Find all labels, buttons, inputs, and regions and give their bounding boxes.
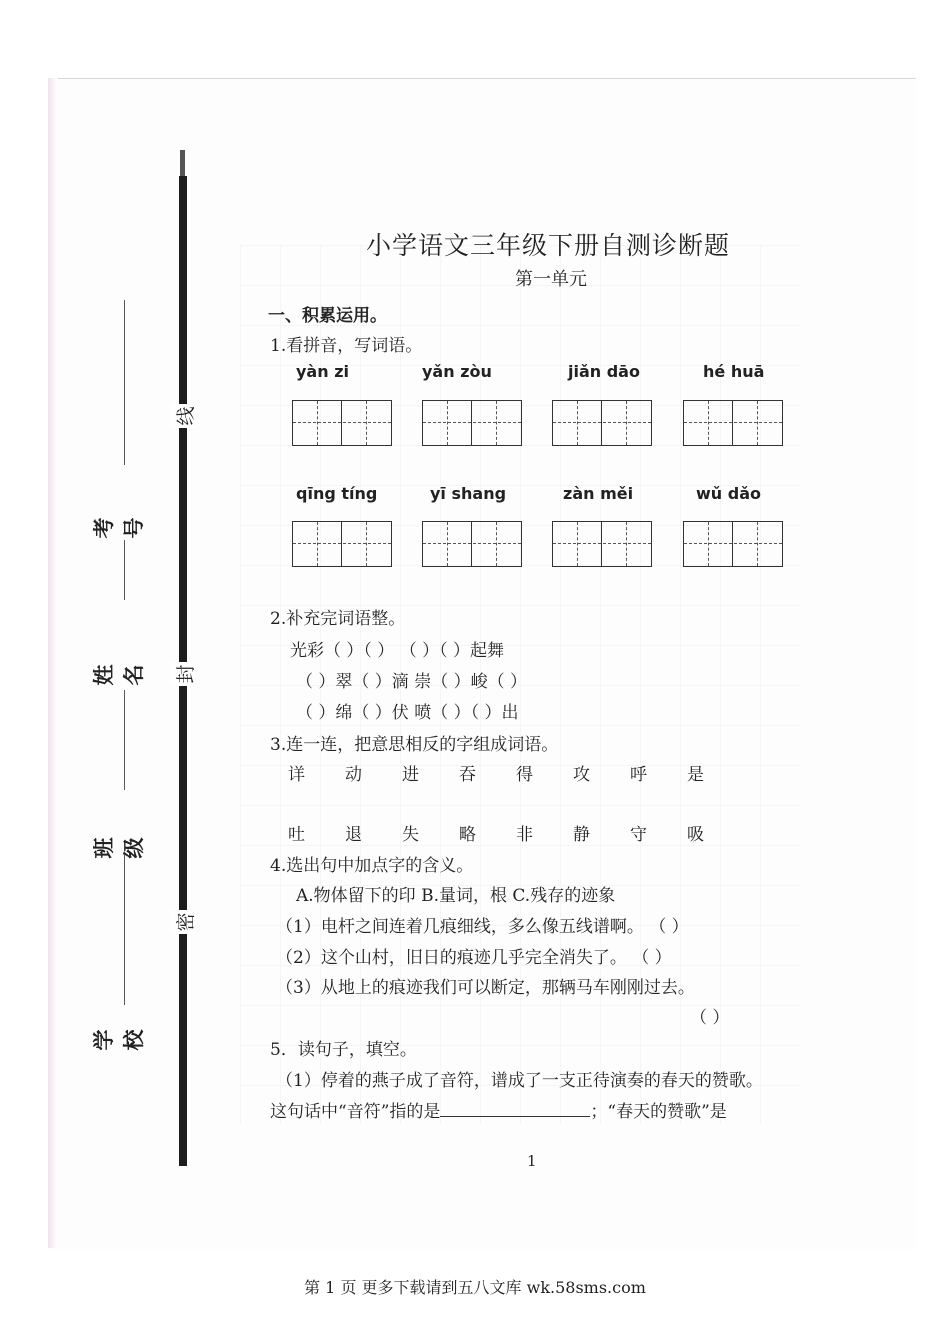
q1-label: 1.看拼音，写词语。	[270, 336, 423, 356]
q2-line: （ ）翠（ ）滴 崇（ ）峻（ ）	[296, 672, 528, 692]
answer-paren[interactable]: （ ）	[690, 1008, 730, 1028]
writing-box[interactable]	[292, 400, 392, 446]
page-number: 1	[527, 1152, 537, 1170]
q3-char[interactable]: 攻	[573, 765, 590, 785]
q4-item: （3）从地上的痕迹我们可以断定，那辆马车刚刚过去。	[276, 978, 695, 998]
q3-char[interactable]: 非	[516, 825, 533, 845]
writing-box[interactable]	[422, 400, 522, 446]
q3-char[interactable]: 吸	[687, 825, 704, 845]
pinyin: yǎn zòu	[422, 362, 492, 381]
q3-char[interactable]: 呼	[630, 765, 647, 785]
seal-mi: 密	[171, 910, 195, 934]
class-label: 班级	[92, 837, 146, 859]
q3-char[interactable]: 失	[402, 825, 419, 845]
pinyin: qīng tíng	[296, 484, 378, 503]
paper-edge	[48, 78, 58, 1248]
q4-options: A.物体留下的印 B.量词，根 C.残存的迹象	[296, 886, 616, 906]
q4-item: （2）这个山村，旧日的痕迹几乎完全消失了。 （ ）	[276, 948, 672, 968]
q3-char[interactable]: 守	[630, 825, 647, 845]
writing-box[interactable]	[552, 400, 652, 446]
q3-char[interactable]: 进	[402, 765, 419, 785]
q5-fill-suffix: ；“春天的赞歌”是	[590, 1102, 727, 1122]
exam-number-label: 考号	[92, 517, 146, 539]
pinyin: yàn zi	[296, 362, 349, 381]
pinyin: jiǎn dāo	[568, 362, 640, 381]
section-heading: 一、积累运用。	[268, 306, 387, 326]
q3-char[interactable]: 详	[288, 765, 305, 785]
pinyin: wǔ dǎo	[696, 484, 761, 503]
kaohao-line	[124, 300, 125, 465]
name-label: 姓名	[92, 664, 146, 686]
q2-label: 2.补充完词语整。	[270, 609, 406, 629]
writing-box[interactable]	[683, 400, 783, 446]
school-label: 学校	[92, 1029, 146, 1051]
writing-box[interactable]	[552, 521, 652, 567]
q3-char[interactable]: 吐	[288, 825, 305, 845]
q3-char[interactable]: 略	[459, 825, 476, 845]
writing-box[interactable]	[683, 521, 783, 567]
binding-bar-cap	[180, 150, 185, 176]
writing-box[interactable]	[422, 521, 522, 567]
q3-char[interactable]: 退	[345, 825, 362, 845]
q5-label: 5．读句子，填空。	[270, 1040, 417, 1060]
xingming-line	[124, 540, 125, 600]
q5-fill-prefix: 这句话中“音符”指的是	[270, 1102, 441, 1122]
q5-sentence: （1）停着的燕子成了音符，谱成了一支正待演奏的春天的赞歌。	[276, 1071, 763, 1091]
pinyin: yī shang	[430, 484, 507, 503]
q2-line: 光彩（ ）（ ） （ ）（ ）起舞	[290, 641, 505, 661]
pinyin: hé huā	[703, 362, 765, 381]
q3-char[interactable]: 得	[516, 765, 533, 785]
xuexiao-line	[124, 855, 125, 1005]
fill-blank[interactable]	[440, 1102, 590, 1117]
seal-feng: 封	[171, 662, 195, 686]
footer-text: 第 1 页 更多下载请到五八文库 wk.58sms.com	[304, 1278, 646, 1297]
seal-xian: 线	[171, 404, 195, 428]
q2-line: （ ）绵（ ）伏 喷（ ）（ ）出	[296, 703, 519, 723]
writing-box[interactable]	[292, 521, 392, 567]
q4-item: （1）电杆之间连着几痕细线，多么像五线谱啊。 （ ）	[276, 917, 689, 937]
pinyin: zàn měi	[563, 484, 634, 503]
q3-char[interactable]: 动	[345, 765, 362, 785]
unit-subtitle: 第一单元	[515, 269, 587, 290]
q3-label: 3.连一连，把意思相反的字组成词语。	[270, 735, 559, 755]
page-title: 小学语文三年级下册自测诊断题	[366, 231, 731, 260]
q3-char[interactable]: 静	[573, 825, 590, 845]
banji-line	[124, 690, 125, 790]
q5-fill	[270, 1097, 727, 1122]
q4-label: 4.选出句中加点字的含义。	[270, 856, 474, 876]
q3-char[interactable]: 吞	[459, 765, 476, 785]
q3-char[interactable]: 是	[687, 765, 704, 785]
